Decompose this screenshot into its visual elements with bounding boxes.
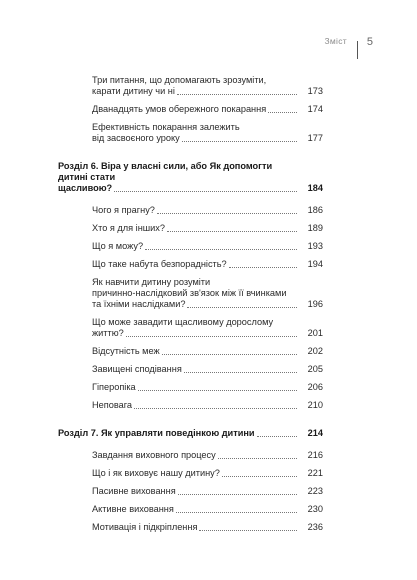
toc-entry-title: Завдання виховного процесу — [92, 450, 216, 460]
toc-entry — [58, 277, 323, 310]
dot-leader — [182, 140, 297, 142]
toc-entry-title: Розділ 7. Як управляти поведінкою дитини — [58, 428, 255, 438]
toc-page-number: 216 — [307, 450, 323, 460]
dot-leader — [177, 93, 297, 95]
toc-entry — [58, 205, 323, 216]
toc-entry-title: Пасивне виховання — [92, 486, 176, 496]
header-divider — [357, 41, 358, 59]
toc-entry-title: Що таке набута безпорадність? — [92, 259, 227, 269]
toc-page-number: 230 — [307, 504, 323, 514]
dot-leader — [145, 248, 297, 250]
toc-entry-title: Дванадцять умов обережного покарання — [92, 104, 267, 114]
toc-entry — [58, 486, 323, 497]
running-head: Зміст — [324, 36, 347, 46]
dot-leader — [134, 407, 297, 409]
toc-page-number: 206 — [307, 382, 323, 392]
dot-leader — [162, 353, 297, 355]
toc-entry-title: Активне виховання — [92, 504, 174, 514]
dot-leader — [167, 230, 297, 232]
toc-entry-title: Гіперопіка — [92, 382, 136, 392]
toc-entry — [58, 382, 323, 393]
dot-leader — [176, 511, 297, 513]
toc-entry-title: щасливою? — [58, 183, 113, 193]
toc-entry-title: Три питання, що допомагають зрозуміти, — [92, 75, 267, 85]
toc-page-number: 173 — [307, 86, 323, 96]
dot-leader — [199, 529, 297, 531]
page-number: 5 — [366, 36, 373, 48]
toc-page-number: 194 — [307, 259, 323, 269]
toc-page-number: 174 — [307, 104, 323, 114]
toc-page-number: 193 — [307, 241, 323, 251]
toc-entry-title: від засвоєного уроку — [92, 133, 180, 143]
toc-entry — [58, 400, 323, 411]
toc-page-number: 202 — [307, 346, 323, 356]
toc-entry-title: та їхніми наслідками? — [92, 299, 186, 309]
dot-leader — [187, 306, 297, 308]
toc-page-number: 189 — [307, 223, 323, 233]
dot-leader — [178, 493, 297, 495]
toc-entry — [58, 259, 323, 270]
toc-entry-title: Як навчити дитину розуміти — [92, 277, 211, 287]
toc-page-number: 214 — [307, 428, 323, 438]
toc-page-number: 221 — [307, 468, 323, 478]
toc-entry — [58, 104, 323, 115]
toc-entry — [58, 223, 323, 234]
toc-chapter-entry — [58, 161, 323, 194]
toc-entry — [58, 522, 323, 533]
toc-entry — [58, 122, 323, 144]
toc-page-number: 201 — [307, 328, 323, 338]
dot-leader — [218, 457, 297, 459]
toc-entry-title: Мотивація і підкріплення — [92, 522, 198, 532]
toc-entry-title: Що і як виховує нашу дитину? — [92, 468, 220, 478]
toc-entry-title: Що я можу? — [92, 241, 144, 251]
toc-page-number: 196 — [307, 299, 323, 309]
toc-entry — [58, 504, 323, 515]
toc-entry-title: життю? — [92, 328, 124, 338]
toc-page-number: 210 — [307, 400, 323, 410]
toc-page-number: 177 — [307, 133, 323, 143]
toc-entry — [58, 317, 323, 339]
dot-leader — [257, 435, 297, 437]
toc-entry-title: Чого я прагну? — [92, 205, 155, 215]
toc-chapter-entry — [58, 428, 323, 439]
toc-page-number: 236 — [307, 522, 323, 532]
toc-entry-title: Хто я для інших? — [92, 223, 165, 233]
table-of-contents — [58, 75, 323, 533]
toc-entry-title: Ефективність покарання залежить — [92, 122, 240, 132]
toc-entry — [58, 468, 323, 479]
toc-page-number: 205 — [307, 364, 323, 374]
toc-entry — [58, 364, 323, 375]
toc-entry — [58, 346, 323, 357]
toc-page-number: 186 — [307, 205, 323, 215]
dot-leader — [184, 371, 297, 373]
toc-entry-title: карати дитину чи ні — [92, 86, 175, 96]
toc-entry-title: причинно-наслідковий зв'язок між її вчинками — [92, 288, 287, 298]
dot-leader — [126, 335, 297, 337]
dot-leader — [138, 389, 297, 391]
toc-entry-title: Розділ 6. Віра у власні сили, або Як допомогти дитині стати — [58, 161, 273, 182]
toc-entry — [58, 450, 323, 461]
dot-leader — [157, 212, 297, 214]
toc-entry-title: Відсутність меж — [92, 346, 160, 356]
toc-page-number: 223 — [307, 486, 323, 496]
dot-leader — [268, 111, 297, 113]
dot-leader — [222, 475, 297, 477]
toc-entry-title: Що може завадити щасливому дорослому — [92, 317, 274, 327]
toc-page-number: 184 — [307, 183, 323, 193]
dot-leader — [229, 266, 297, 268]
toc-entry — [58, 75, 323, 97]
toc-entry-title: Завищені сподівання — [92, 364, 182, 374]
toc-entry — [58, 241, 323, 252]
dot-leader — [114, 190, 297, 192]
toc-entry-title: Неповага — [92, 400, 132, 410]
